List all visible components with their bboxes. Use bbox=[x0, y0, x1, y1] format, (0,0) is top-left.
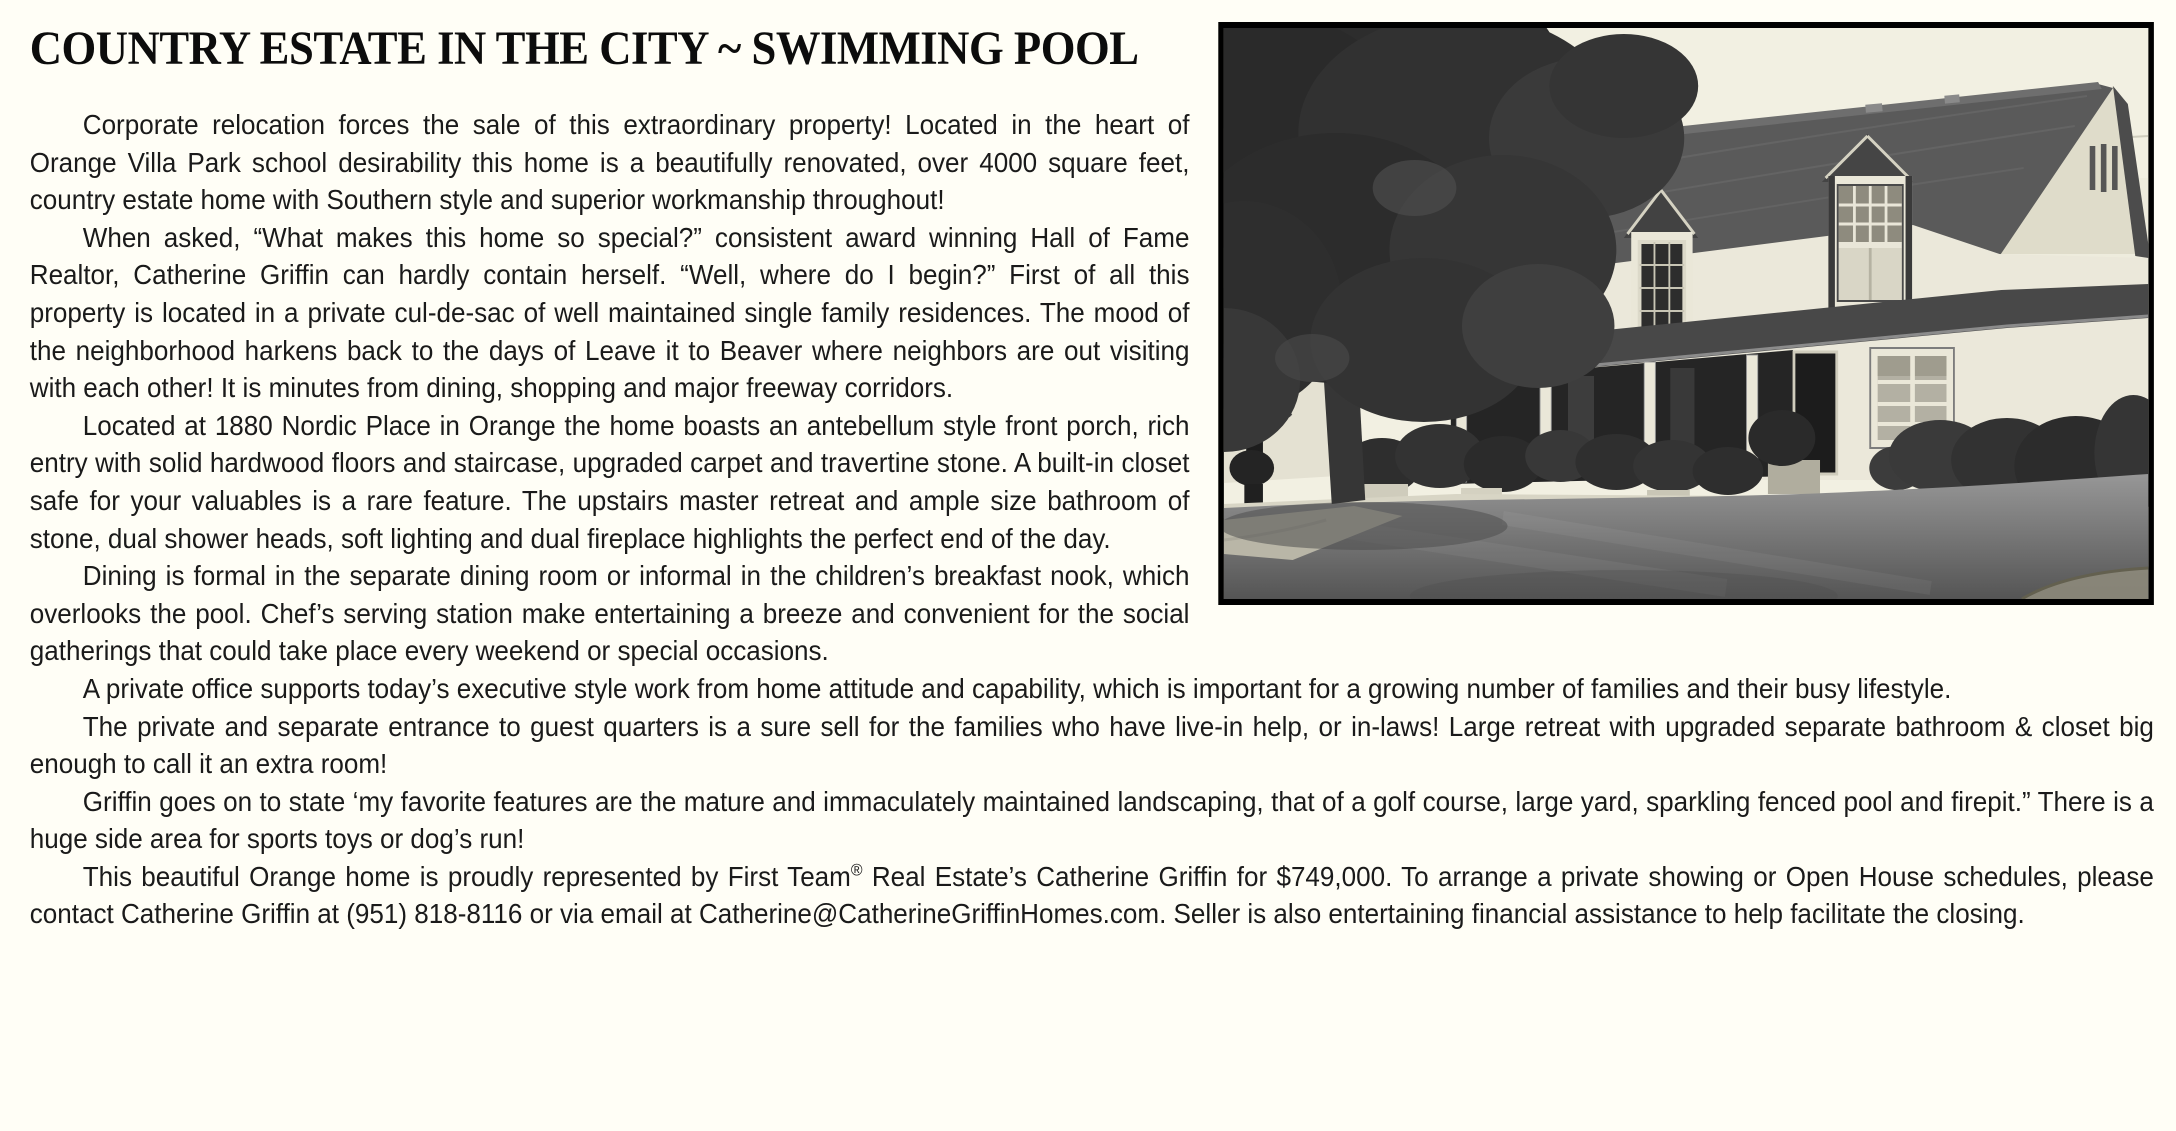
paragraph-contact: This beautiful Orange home is proudly represented by First Team® Real Estate’s Catherine Griffin for $749,000. To arrange a private showing or Open House schedules, please contact Catherine Griffin at (951) 818-8116 or via email at Catherine@CatherineGriffinHomes.com. Seller is also entertaining financial assistance to help facilitate the closing. bbox=[29, 860, 2154, 930]
paragraph-griffin-quote: Griffin goes on to state ‘my favorite features are the mature and immaculately maintained landscaping, that of a golf course, large yard, sparkling fenced pool and firepit.” There is a huge side area for sports toys or dog’s run! bbox=[29, 785, 2154, 855]
registered-mark: ® bbox=[850, 860, 863, 880]
paragraph-corporate-relocation: Corporate relocation forces the sale of this extraordinary property! Located in the heart of Orange Villa Park school desirability this home is a beautifully renovated, over 4000 square feet, country estate home with Southern style and superior workmanship throughout! bbox=[29, 109, 1190, 216]
house-photo bbox=[1218, 22, 2154, 605]
paragraph-when-asked: When asked, “What makes this home so special?” consistent award winning Hall of Fame Realtor, Catherine Griffin can hardly contain herself. “Well, where do I begin?” First of all this property is located in a private cul-de-sac of well maintained single family residences. The mood of the neighborhood harkens back to the days of Leave it to Beaver where neighbors are out visiting with each other! It is minutes from dining, shopping and major freeway corridors. bbox=[29, 221, 1190, 404]
paragraph-private-office: A private office supports today’s executive style work from home attitude and capability, which is important for a growing number of families and their busy lifestyle. bbox=[82, 672, 1952, 704]
headline: COUNTRY ESTATE IN THE CITY ~ SWIMMING POOL bbox=[29, 22, 1139, 75]
paragraph-guest-quarters: The private and separate entrance to guest quarters is a sure sell for the families who have live-in help, or in-laws! Large retreat with upgraded separate bathroom & closet big enough to call it an extra room! bbox=[29, 710, 2154, 780]
house-photo-illustration bbox=[1224, 28, 2148, 599]
paragraph-located-at: Located at 1880 Nordic Place in Orange the home boasts an antebellum style front porch, rich entry with solid hardwood floors and staircase, upgraded carpet and travertine stone. A built-in closet safe for your valuables is a rare feature. The upstairs master retreat and ample size bathroom of stone, dual shower heads, soft lighting and dual fireplace highlights the perfect end of the day. bbox=[29, 409, 1190, 554]
paragraph-dining: Dining is formal in the separate dining room or informal in the children’s breakfast nook, which overlooks the pool. Chef’s serving station make entertaining a breeze and convenient for the social gatherings that could take place every weekend or special occasions. bbox=[29, 560, 1190, 667]
